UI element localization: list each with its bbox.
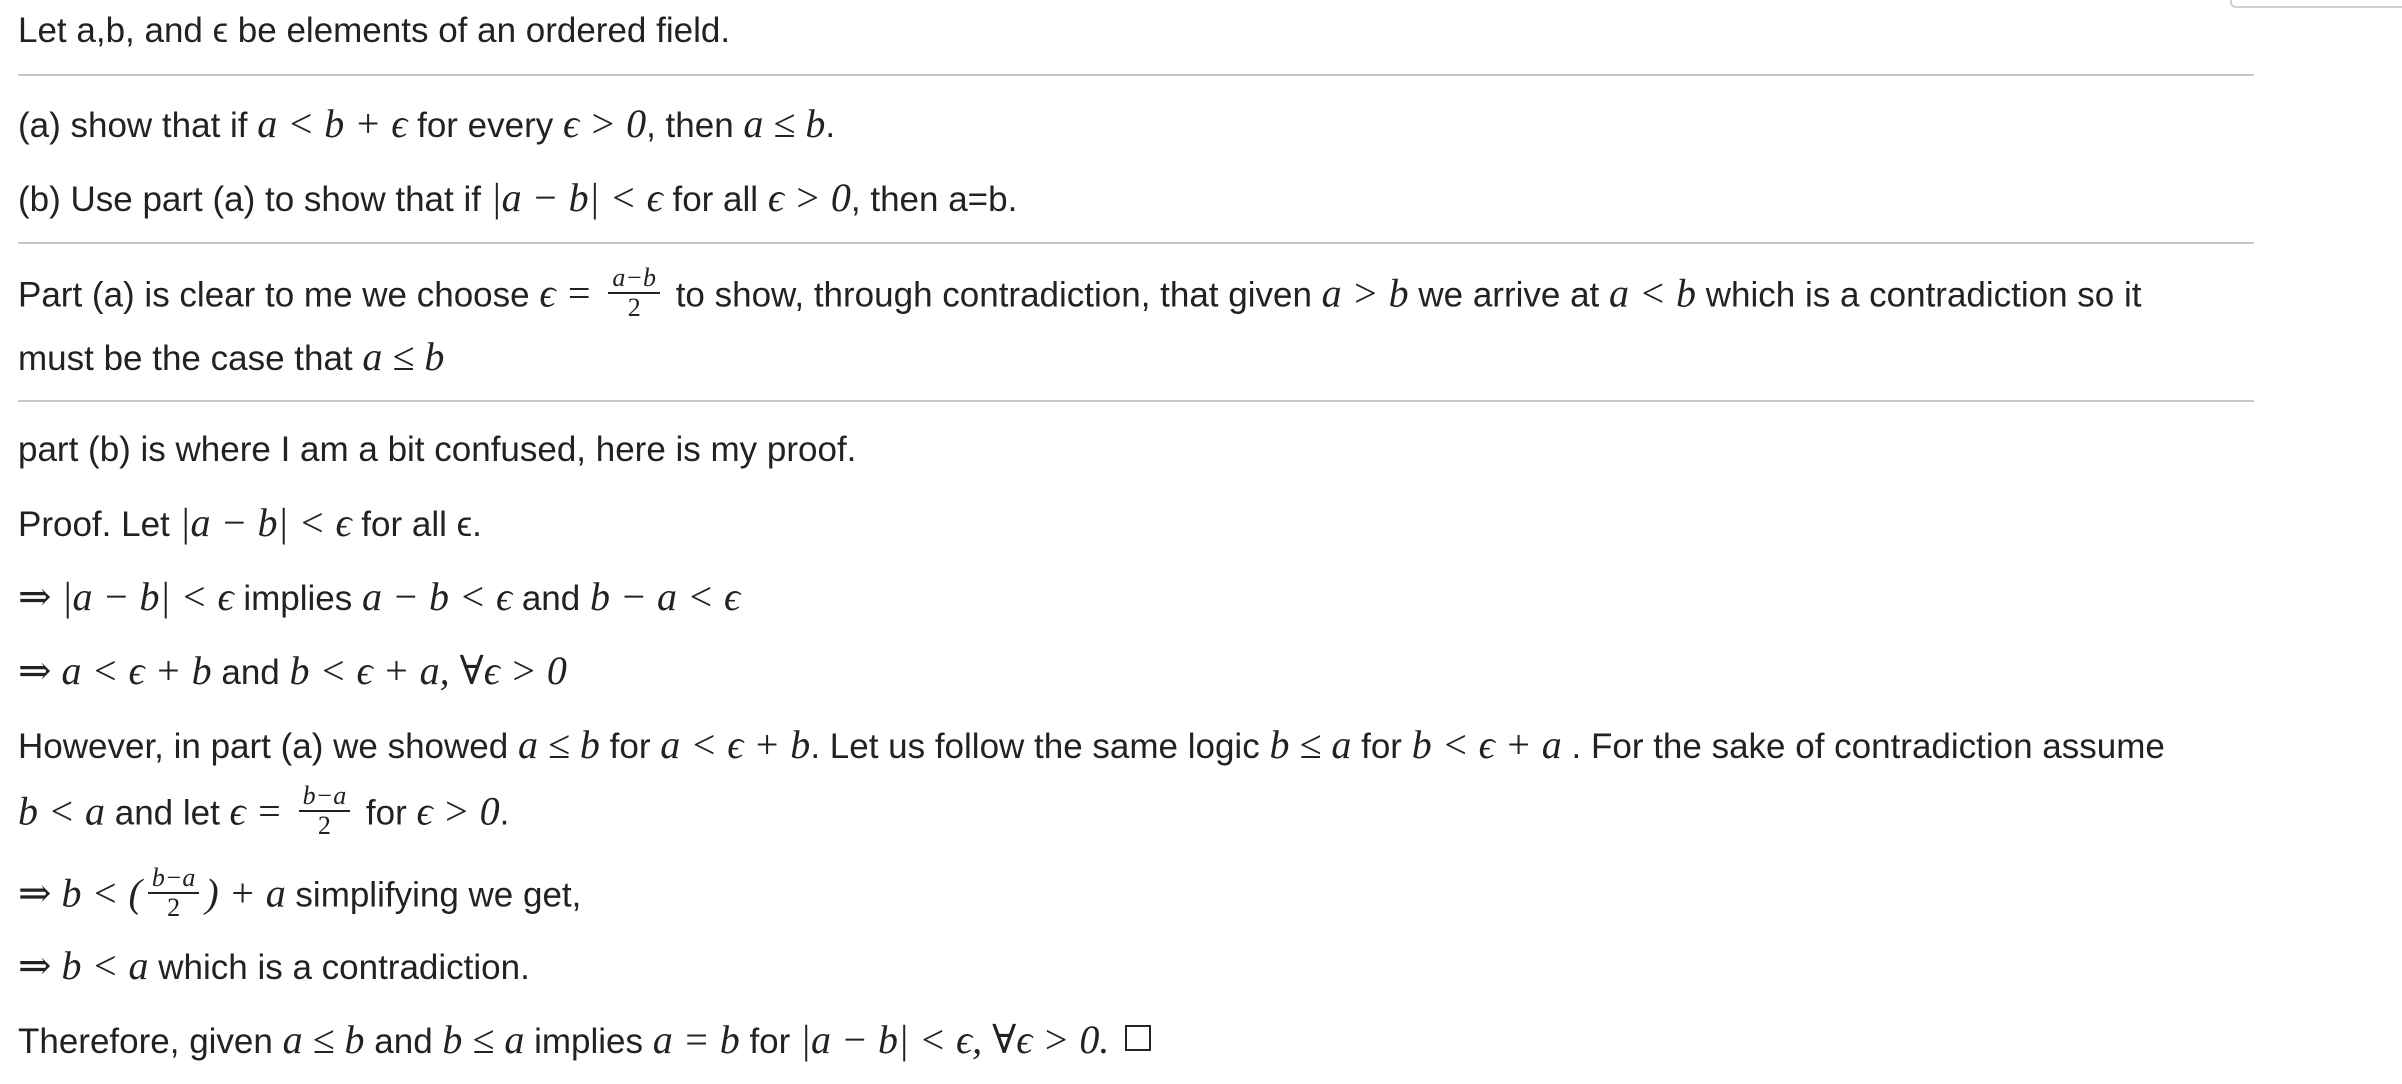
math: ⇒ b < a (18, 943, 149, 988)
text: (b) Use part (a) to show that if (18, 180, 491, 219)
part-b-statement (18, 177, 1017, 221)
text: to show, through contradiction, that given (665, 275, 1322, 315)
proof-line-8 (18, 1019, 1151, 1063)
text: . (825, 106, 836, 145)
math: ϵ > 0 (767, 175, 851, 220)
proof-line-5 (18, 781, 510, 844)
math: ⇒ b < ( (18, 870, 142, 916)
numerator: b−a (148, 864, 200, 894)
denominator: 2 (317, 811, 331, 840)
text: , then (646, 106, 744, 145)
math: a < ϵ + b (660, 722, 811, 767)
text: we arrive at (1408, 275, 1610, 315)
text: . (499, 793, 510, 833)
numerator: b−a (299, 782, 351, 812)
text: However, in part (a) we showed (18, 727, 518, 766)
fraction (608, 264, 660, 322)
intro-text (18, 10, 730, 52)
text: which is a contradiction so it (1696, 275, 2142, 315)
proof-line-1 (18, 502, 482, 546)
math: a < b + ϵ (257, 101, 408, 146)
math: a < b (1609, 270, 1697, 316)
math: b − a < ϵ (589, 574, 741, 619)
math: a ≤ b (282, 1017, 365, 1062)
text: and (364, 1022, 443, 1061)
math: ) + a (205, 870, 286, 916)
text: for (356, 793, 417, 833)
text: , then a=b. (850, 180, 1018, 219)
text: and let (105, 793, 230, 833)
math: a ≤ b (517, 722, 600, 767)
math: a − b < ϵ (361, 574, 513, 619)
math: b ≤ a (442, 1017, 525, 1062)
text: for (739, 1022, 801, 1061)
proof-line-6 (18, 863, 582, 926)
text: for all (662, 180, 768, 219)
math: b < ϵ + a (1411, 722, 1562, 767)
math: ϵ > 0 (562, 101, 647, 146)
math: |a − b| < ϵ, ∀ϵ > 0. (800, 1017, 1110, 1062)
text: for all ϵ. (351, 505, 482, 544)
text: for every (407, 106, 563, 145)
fraction (148, 864, 200, 922)
math: a ≤ b (362, 334, 445, 379)
math: a = b (652, 1017, 740, 1062)
text: . Let us follow the same logic (810, 727, 1270, 766)
text: simplifying we get, (285, 875, 582, 915)
math: a ≤ b (743, 101, 826, 146)
divider (18, 400, 2254, 402)
text: implies (524, 1022, 653, 1061)
part-a-explanation-line2 (18, 336, 444, 380)
math: |a − b| < ϵ (179, 500, 352, 545)
numerator: a−b (608, 264, 660, 294)
math: ⇒ a < ϵ + b (18, 648, 212, 693)
math: b < ϵ + a, ∀ϵ > 0 (289, 648, 567, 693)
text: part (b) is where I am a bit confused, here is my proof. (18, 430, 857, 469)
text: for (599, 727, 661, 766)
confused-text (18, 429, 856, 471)
math: ϵ = (539, 270, 603, 316)
intro-sentence: Let a,b, and ϵ be elements of an ordered field. (18, 11, 731, 50)
math: a > b (1321, 270, 1409, 316)
text: and (512, 579, 590, 618)
text: Therefore, given (18, 1022, 283, 1061)
math: ⇒ |a − b| < ϵ (18, 574, 234, 619)
math: b < a (18, 788, 105, 834)
proof-line-7 (18, 945, 530, 989)
fraction (299, 782, 351, 840)
math: |a − b| < ϵ (490, 175, 663, 220)
text: and (211, 653, 290, 692)
text: for (1351, 727, 1412, 766)
text: which is a contradiction. (148, 948, 530, 987)
math: b ≤ a (1269, 722, 1352, 767)
divider (18, 242, 2254, 244)
text: implies (233, 579, 362, 618)
denominator: 2 (167, 893, 181, 922)
proof-line-4 (18, 724, 2165, 768)
text: . For the sake of contradiction assume (1561, 727, 2165, 766)
text: Part (a) is clear to me we choose (18, 275, 540, 315)
text: must be the case that (18, 339, 363, 378)
corner-tab (2230, 0, 2402, 8)
proof-line-2 (18, 576, 740, 620)
math: ϵ > 0 (416, 788, 500, 834)
denominator: 2 (627, 293, 641, 322)
math: ϵ = (229, 788, 293, 834)
part-a-explanation-line1 (18, 263, 2142, 326)
text: (a) show that if (18, 106, 258, 145)
proof-line-3 (18, 650, 567, 694)
text: Proof. Let (18, 505, 180, 544)
divider (18, 74, 2254, 76)
part-a-statement (18, 103, 835, 147)
qed-icon (1125, 1025, 1151, 1051)
